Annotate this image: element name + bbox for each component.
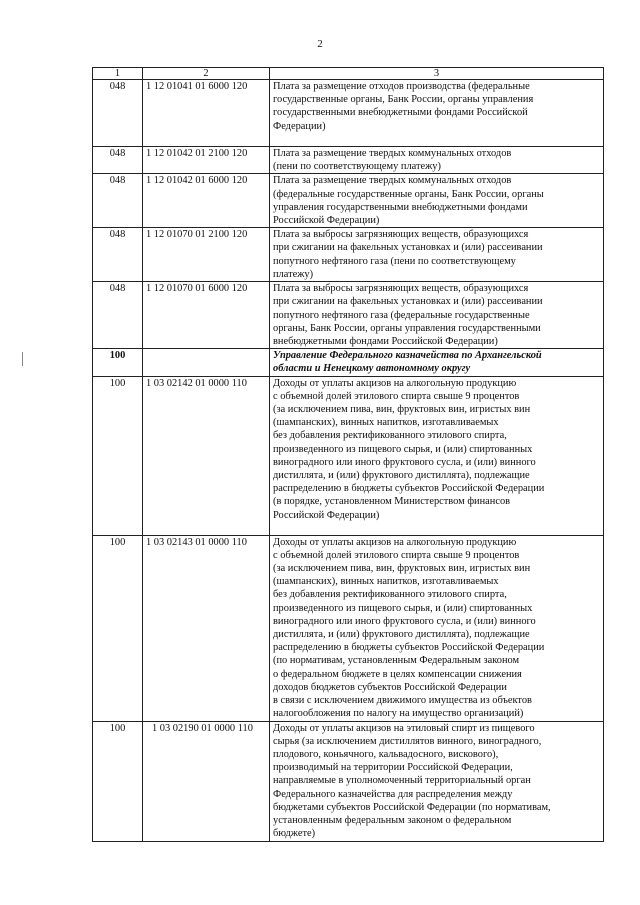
description-line: Доходы от уплаты акцизов на этиловый спирт из пищевого — [273, 722, 535, 734]
budget-classification-code-cell — [143, 349, 270, 376]
description-line: дистиллята, и (или) фруктового дистиллята), подлежащие — [273, 470, 530, 482]
table-row — [93, 349, 604, 376]
table-row — [93, 228, 604, 282]
margin-mark — [22, 352, 23, 366]
table-row — [93, 80, 604, 147]
description-line: в связи с исключением движимого имущества из объектов — [273, 695, 532, 707]
description-line: произведенного из пищевого сырья, и (или) спиртованных — [273, 602, 533, 614]
description-line: Плата за размещение твердых коммунальных отходов — [273, 175, 512, 187]
description-line: государственными внебюджетными фондами Российской — [273, 107, 528, 119]
admin-code-cell: 048 — [93, 147, 143, 174]
budget-classification-code-cell: 1 03 02142 01 0000 110 — [143, 376, 270, 535]
budget-classification-code-cell: 1 12 01070 01 2100 120 — [143, 228, 270, 282]
description-line: государственные органы, Банк России, органы управления — [273, 94, 534, 106]
table-row — [93, 282, 604, 349]
revenue-description-cell — [270, 721, 604, 841]
table-row — [93, 721, 604, 841]
budget-codes-table — [92, 67, 604, 842]
admin-code-cell: 048 — [93, 228, 143, 282]
description-line: (шампанских), винных напитков, изготавливаемых — [273, 417, 499, 429]
header-col-1: 1 — [93, 68, 143, 80]
admin-code-cell: 048 — [93, 282, 143, 349]
description-line: распределению в бюджеты субъектов Российской Федерации — [273, 642, 545, 654]
admin-code-cell: 100 — [93, 376, 143, 535]
description-line: дистиллята, и (или) фруктового дистиллята), подлежащие — [273, 629, 530, 641]
description-line: виноградного или иного фруктового сусла, и (или) винного — [273, 456, 536, 468]
description-line: Российской Федерации) — [273, 215, 380, 227]
revenue-description-cell — [270, 535, 604, 721]
revenue-description-cell — [270, 349, 604, 376]
revenue-description-cell — [270, 228, 604, 282]
header-col-3: 3 — [270, 68, 604, 80]
description-line: (пени по соответствующему платежу) — [273, 161, 441, 173]
description-line: направляемые в уполномоченный территориальный орган — [273, 775, 531, 787]
table-row — [93, 535, 604, 721]
budget-classification-code-cell: 1 03 02143 01 0000 110 — [143, 535, 270, 721]
description-line: органы, Банк России, органы управления государственными — [273, 322, 541, 334]
description-line: Плата за размещение твердых коммунальных отходов — [273, 148, 512, 159]
description-line: Федерации) — [273, 120, 326, 132]
description-line: доходов бюджетов субъектов Российской Федерации — [273, 681, 507, 693]
description-line: с объемной долей этилового спирта свыше 9 процентов — [273, 390, 520, 402]
description-line: Плата за выбросы загрязняющих веществ, образующихся — [273, 283, 529, 295]
description-line: распределению в бюджеты субъектов Российской Федерации — [273, 483, 545, 495]
description-line: (за исключением пива, вин, фруктовых вин, игристых вин — [273, 563, 531, 575]
description-line: попутного нефтяного газа (пени по соответствующему — [273, 255, 516, 267]
budget-classification-code-cell: 1 12 01070 01 6000 120 — [143, 282, 270, 349]
description-line: бюджете) — [273, 828, 316, 840]
description-line: Доходы от уплаты акцизов на алкогольную продукцию — [273, 377, 517, 389]
header-col-2: 2 — [143, 68, 270, 80]
description-line: платежу) — [273, 268, 314, 280]
description-line: Доходы от уплаты акцизов на алкогольную продукцию — [273, 536, 517, 548]
description-line: без добавления ректификованного этилового спирта, — [273, 430, 507, 442]
revenue-description-cell — [270, 376, 604, 535]
admin-code-cell: 100 — [93, 535, 143, 721]
admin-code-cell: 048 — [93, 174, 143, 228]
admin-code-cell: 048 — [93, 80, 143, 147]
table-row — [93, 174, 604, 228]
description-line: без добавления ректификованного этилового спирта, — [273, 589, 507, 601]
description-line: управления государственными внебюджетными фондами — [273, 201, 528, 213]
description-line: внебюджетными фондами Российской Федерации) — [273, 336, 498, 348]
description-line: произведенного из пищевого сырья, и (или) спиртованных — [273, 443, 533, 455]
description-line: установленным федеральным законом о федеральном — [273, 815, 512, 827]
description-line: при сжигании на факельных установках и (или) рассеивании — [273, 296, 543, 308]
revenue-description-cell — [270, 174, 604, 228]
description-line: при сжигании на факельных установках и (или) рассеивании — [273, 242, 543, 254]
budget-classification-code-cell: 1 12 01042 01 6000 120 — [143, 174, 270, 228]
description-line: плодового, коньячного, кальвадосного, вискового), — [273, 749, 499, 761]
description-line: области и Ненецкому автономному округу — [273, 363, 471, 375]
table-row — [93, 376, 604, 535]
description-line: Плата за выбросы загрязняющих веществ, образующихся — [273, 229, 529, 241]
budget-classification-code-cell: 1 12 01041 01 6000 120 — [143, 80, 270, 147]
revenue-description-cell — [270, 282, 604, 349]
budget-classification-code-cell: 1 03 02190 01 0000 110 — [143, 721, 270, 841]
table-header-row — [93, 68, 604, 80]
admin-code-cell: 100 — [93, 349, 143, 376]
budget-classification-code-cell: 1 12 01042 01 2100 120 — [143, 147, 270, 174]
description-line: Российской Федерации) — [273, 509, 380, 521]
description-line: виноградного или иного фруктового сусла, и (или) винного — [273, 615, 536, 627]
description-line: (шампанских), винных напитков, изготавливаемых — [273, 576, 499, 588]
description-line: (по нормативам, установленным Федеральным законом — [273, 655, 520, 667]
admin-code-cell: 100 — [93, 721, 143, 841]
description-line: (за исключением пива, вин, фруктовых вин, игристых вин — [273, 404, 531, 416]
description-line: о федеральном бюджете в целях компенсации снижения — [273, 668, 522, 680]
description-line: (федеральные государственные органы, Банк России, органы — [273, 188, 544, 200]
description-line: Управление Федерального казначейства по Архангельской — [273, 350, 542, 362]
revenue-description-cell — [270, 80, 604, 147]
description-line: Федерального казначейства для распределения между — [273, 788, 513, 800]
description-line: попутного нефтяного газа (федеральные государственные — [273, 309, 530, 321]
description-line: Плата за размещение отходов производства (федеральные — [273, 81, 530, 92]
page-number: 2 — [317, 38, 323, 50]
description-line: производимый на территории Российской Федерации, — [273, 762, 513, 774]
description-line: с объемной долей этилового спирта свыше 9 процентов — [273, 549, 520, 561]
table-row — [93, 147, 604, 174]
description-line: (в порядке, установленном Министерством финансов — [273, 496, 511, 508]
description-line: налогообложения по налогу на имущество организаций) — [273, 708, 524, 720]
revenue-description-cell — [270, 147, 604, 174]
description-line: бюджетами субъектов Российской Федерации (по нормативам, — [273, 801, 551, 813]
description-line: сырья (за исключением дистиллятов винного, виноградного, — [273, 735, 542, 747]
